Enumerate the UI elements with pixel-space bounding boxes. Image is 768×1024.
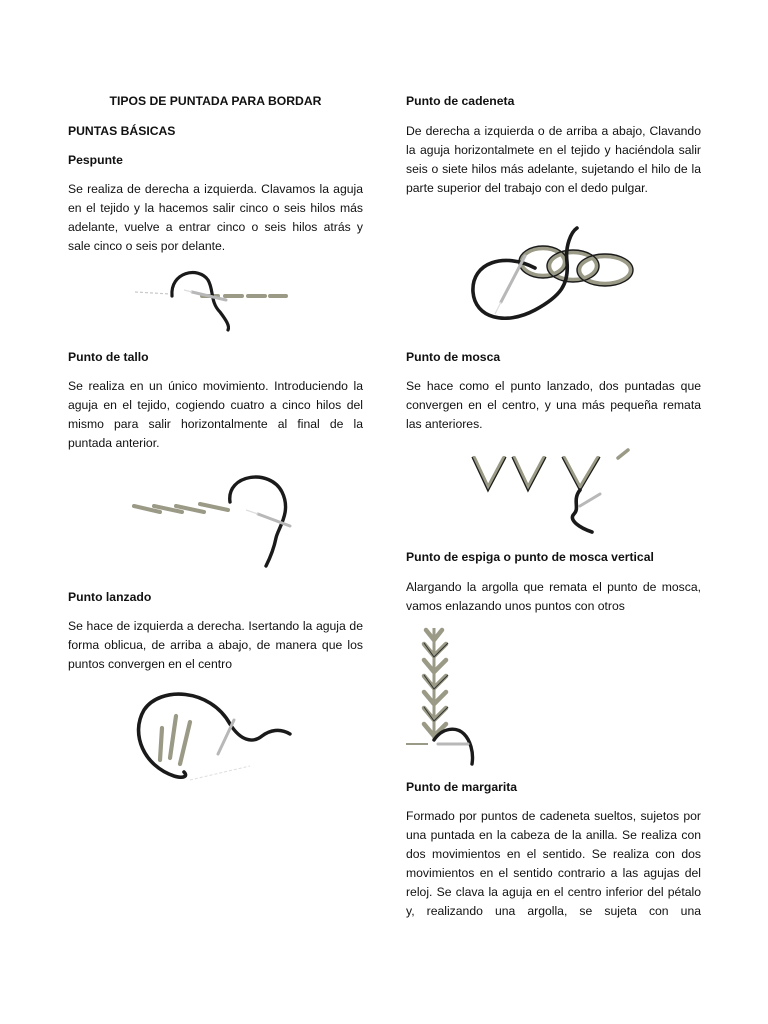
tallo-illustration: [130, 468, 300, 573]
cadeneta-heading: Punto de cadeneta: [406, 94, 515, 108]
lanzado-text: Se hace de izquierda a derecha. Isertando la aguja de forma oblicua, de arriba a abajo, de manera que los puntos convergen en el centro: [68, 619, 363, 671]
lanzado-heading: Punto lanzado: [68, 590, 152, 604]
pespunte-illustration: [130, 262, 300, 337]
tallo-heading: Punto de tallo: [68, 350, 149, 364]
lanzado-illustration: [130, 680, 300, 795]
mosca-illustration: [468, 448, 638, 540]
espiga-text: Alargando la argolla que remata el punto de mosca, vamos enlazando unos puntos con otros: [406, 580, 701, 613]
document-title: TIPOS DE PUNTADA PARA BORDAR: [109, 94, 322, 108]
pespunte-heading: Pespunte: [68, 153, 123, 167]
espiga-illustration: [402, 622, 502, 772]
section-heading: PUNTAS BÁSICAS: [68, 124, 176, 138]
margarita-heading: Punto de margarita: [406, 780, 518, 794]
tallo-text: Se realiza en un único movimiento. Introduciendo la aguja en el tejido, cogiendo cuatro a cinco hilos del mismo para salir horizontalmente al final de la puntada anterior.: [68, 379, 363, 450]
cadeneta-illustration: [465, 222, 640, 327]
margarita-text: Formado por puntos de cadeneta sueltos, sujetos por una puntada en la cabeza de la anilla. Se realiza con dos movimientos en el sentido. Se realiza con dos movimientos en el sentido contrario a las agujas del reloj. Se clava la aguja en el centro inferior del pétalo y, realizando una argolla, se sujeta con una: [406, 809, 701, 918]
mosca-heading: Punto de mosca: [406, 350, 501, 364]
pespunte-text: Se realiza de derecha a izquierda. Clavamos la aguja en el tejido y la hacemos salir cinco o seis hilos más adelante, vuelve a entrar cinco o seis hilos atrás y sale cinco o seis por delante.: [68, 182, 363, 253]
cadeneta-text: De derecha a izquierda o de arriba a abajo, Clavando la aguja horizontalmete en el tejido y haciéndola salir seis o siete hilos más adelante, sujetando el hilo de la parte superior del trabajo con el dedo pulgar.: [406, 124, 701, 195]
espiga-heading: Punto de espiga o punto de mosca vertical: [406, 550, 654, 564]
mosca-text: Se hace como el punto lanzado, dos puntadas que convergen en el centro, y una más pequeña remata las anteriores.: [406, 379, 701, 431]
